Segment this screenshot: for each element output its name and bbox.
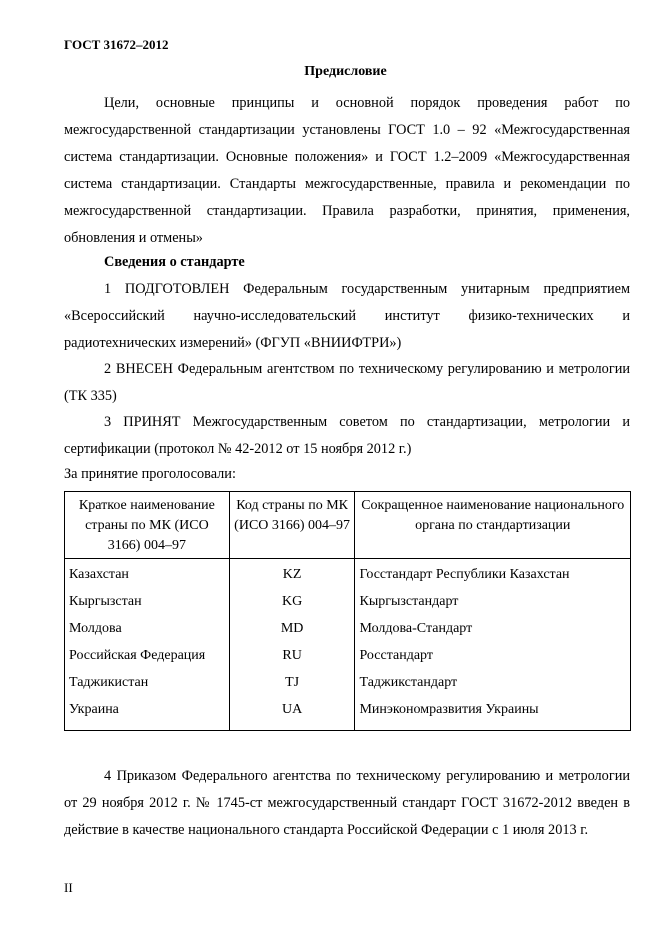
- item-1-paragraph: 1 ПОДГОТОВЛЕН Федеральным государственным унитарным предприятием «Всероссийский научно-исследовательский институт физико-технических и радиотехнических измерений» (ФГУП «ВНИИФТРИ»): [64, 281, 630, 351]
- national-body-cell: Кыргызстандарт: [355, 591, 631, 618]
- national-body-cell: Молдова-Стандарт: [355, 618, 631, 645]
- column-header-code: Код страны по МК (ИСО 3166) 004–97: [229, 492, 355, 559]
- item-2-paragraph: 2 ВНЕСЕН Федеральным агентством по техническому регулированию и метрологии (ТК 335): [64, 361, 630, 404]
- national-body-cell: Минэкономразвития Украины: [355, 699, 631, 731]
- country-code-cell: TJ: [229, 672, 355, 699]
- country-code-cell: MD: [229, 618, 355, 645]
- page-number: II: [64, 880, 73, 895]
- document-code-header: ГОСТ 31672–2012: [64, 37, 169, 52]
- table-row: [65, 618, 631, 645]
- country-code-cell: KZ: [229, 559, 355, 592]
- country-name-cell: Украина: [65, 699, 230, 731]
- national-body-cell: Росстандарт: [355, 645, 631, 672]
- country-code-cell: KG: [229, 591, 355, 618]
- table-row: [65, 559, 631, 592]
- country-name-cell: Таджикистан: [65, 672, 230, 699]
- foreword-title: Предисловие: [304, 64, 387, 79]
- country-name-cell: Кыргызстан: [65, 591, 230, 618]
- table-header-row: [65, 492, 631, 559]
- column-header-country: Краткое наименование страны по МК (ИСО 3166) 004–97: [65, 492, 230, 559]
- national-body-cell: Таджикстандарт: [355, 672, 631, 699]
- table-row: [65, 699, 631, 731]
- country-name-cell: Российская Федерация: [65, 645, 230, 672]
- table-row: [65, 591, 631, 618]
- column-header-national-body: Сокращенное наименование национального органа по стандартизации: [355, 492, 631, 559]
- country-name-cell: Молдова: [65, 618, 230, 645]
- table-row: [65, 645, 631, 672]
- national-body-cell: Госстандарт Республики Казахстан: [355, 559, 631, 592]
- item-3-paragraph: 3 ПРИНЯТ Межгосударственным советом по стандартизации, метрологии и сертификации (протокол № 42-2012 от 15 ноября 2012 г.): [64, 414, 630, 457]
- country-code-cell: RU: [229, 645, 355, 672]
- voting-countries-table: [64, 491, 631, 731]
- voted-label: За принятие проголосовали:: [64, 466, 236, 482]
- standard-info-title: Сведения о стандарте: [104, 254, 245, 270]
- foreword-intro-paragraph: Цели, основные принципы и основной порядок проведения работ по межгосударственной стандартизации установлены ГОСТ 1.0 – 92 «Межгосударственная система стандартизации. Основные положения» и ГОСТ 1.2–2009 «Межгосударственная система стандартизации. Стандарты межгосударственные, правила и рекомендации по межгосударственной стандартизации. Правила разработки, принятия, применения, обновления и отмены»: [64, 95, 630, 246]
- table-row: [65, 672, 631, 699]
- item-4-paragraph: 4 Приказом Федерального агентства по техническому регулированию и метрологии от 29 ноября 2012 г. № 1745-ст межгосударственный стандарт ГОСТ 31672-2012 введен в действие в качестве национального стандарта Российской Федерации с 1 июля 2013 г.: [64, 768, 630, 838]
- country-name-cell: Казахстан: [65, 559, 230, 592]
- country-code-cell: UA: [229, 699, 355, 731]
